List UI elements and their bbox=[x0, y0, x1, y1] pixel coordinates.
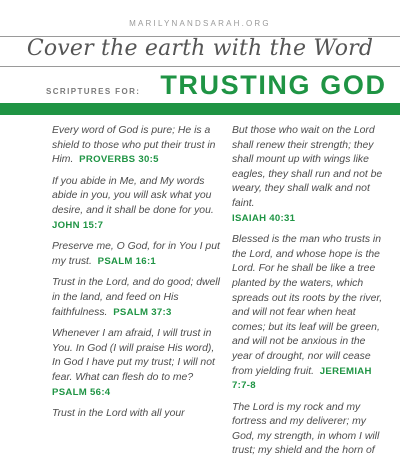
header-bottom-rule bbox=[0, 66, 400, 67]
verse bbox=[52, 327, 220, 400]
verse-text: Trust in the Lord with all your bbox=[52, 408, 185, 420]
right-column bbox=[232, 124, 388, 466]
verse-text: But those who wait on the Lord shall renew their strength; they shall mount up with wings like eagles, they shall run and not be weary, they shall walk and not faint. bbox=[232, 125, 383, 209]
verse-reference: JEREMIAH 7:7-8 bbox=[232, 365, 372, 392]
verse-reference: JOHN 15:7 bbox=[52, 219, 104, 231]
verse-text: If you abide in Me, and My words abide in you, you will ask what you desire, and it shall be done for you. bbox=[52, 175, 214, 216]
verse-reference: PROVERBS 30:5 bbox=[79, 154, 159, 166]
verse-text: Preserve me, O God, for in You I put my trust. bbox=[52, 241, 220, 267]
verse-reference: PSALM 16:1 bbox=[97, 255, 157, 267]
verse-reference: PSALM 37:3 bbox=[113, 306, 172, 318]
verse-text: Whenever I am afraid, I will trust in You. In God (I will praise His word), In God I have put my trust; I will not fear. What can flesh do to me? bbox=[52, 328, 215, 383]
verse-text: Every word of God is pure; He is a shield to those who put their trust in Him. bbox=[52, 125, 216, 166]
scriptures-for-label: SCRIPTURES FOR: bbox=[46, 87, 141, 96]
title-row bbox=[46, 70, 387, 101]
verse bbox=[52, 407, 220, 422]
left-column bbox=[52, 124, 220, 429]
site-url: MARILYNANDSARAH.ORG bbox=[129, 19, 271, 28]
verse-text: Blessed is the man who trusts in the Lord, and whose hope is the Lord. For he shall be like a tree planted by the waters, which spreads out its roots by the river, and will not fear when heat comes; but its leaf will be green, and will not be anxious in the year of drought, nor will cease from yielding fruit. bbox=[232, 234, 383, 377]
verse bbox=[232, 401, 388, 459]
verse-text: Trust in the Lord, and do good; dwell in the land, and feed on His faithfulness. bbox=[52, 277, 220, 318]
verse-text: The Lord is my rock and my fortress and my deliverer; my God, my strength, in whom I will trust; my shield and the horn of bbox=[232, 401, 380, 457]
verse bbox=[232, 233, 388, 394]
accent-bar bbox=[0, 103, 400, 115]
page-title: TRUSTING GOD bbox=[160, 70, 387, 100]
verse bbox=[232, 124, 388, 226]
tagline: Cover the earth with the Word bbox=[26, 36, 374, 61]
verse-reference: PSALM 56:4 bbox=[52, 386, 111, 398]
verse bbox=[52, 124, 220, 168]
verse bbox=[52, 276, 220, 320]
verse bbox=[52, 175, 220, 233]
verse bbox=[52, 240, 220, 269]
verse-reference: ISAIAH 40:31 bbox=[232, 212, 296, 224]
